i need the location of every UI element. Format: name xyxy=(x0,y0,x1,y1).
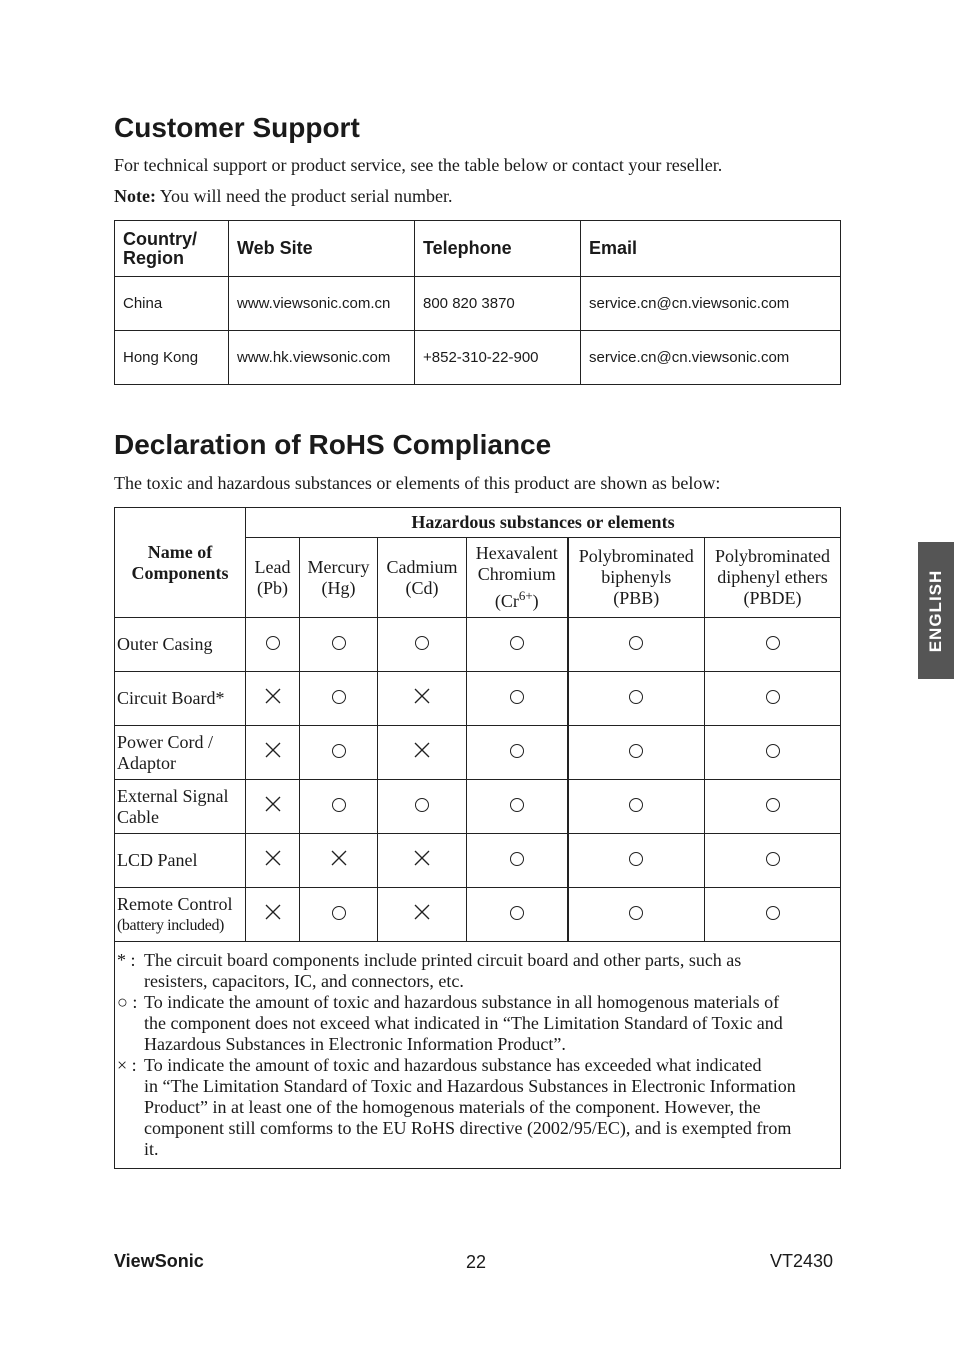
circle-mark-icon xyxy=(510,852,524,866)
country-cell: Hong Kong xyxy=(115,331,229,385)
mark-cell xyxy=(568,618,705,672)
mark-cell xyxy=(705,672,841,726)
circle-mark-icon xyxy=(332,906,346,920)
component-name: Power Cord / xyxy=(117,731,213,752)
support-intro: For technical support or product service, see the table below or contact your reseller. xyxy=(114,155,723,175)
footnote-key: ○ : xyxy=(117,992,138,1012)
footer-brand: ViewSonic xyxy=(114,1251,204,1271)
component-name-line2: Cable xyxy=(117,806,159,827)
component-name: External Signal xyxy=(117,785,229,806)
note-text: You will need the product serial number. xyxy=(155,186,453,206)
circle-mark-icon xyxy=(332,798,346,812)
circle-mark-icon xyxy=(629,690,643,704)
circle-mark-icon xyxy=(415,798,429,812)
rohs-title: Declaration of RoHS Compliance xyxy=(114,429,552,460)
col-pbde: Polybrominated diphenyl ethers (PBDE) xyxy=(705,538,841,618)
mark-cell xyxy=(246,618,300,672)
language-tab: ENGLISH xyxy=(918,542,954,679)
component-name-cell xyxy=(115,888,246,942)
circle-mark-icon xyxy=(766,636,780,650)
component-name: Remote Control xyxy=(117,893,233,914)
mark-cell xyxy=(705,888,841,942)
component-name: Outer Casing xyxy=(117,634,213,654)
circle-mark-icon xyxy=(332,636,346,650)
hazard-group-header: Hazardous substances or elements xyxy=(246,508,841,538)
table-row xyxy=(115,834,841,888)
mark-cell xyxy=(467,834,568,888)
rohs-notes xyxy=(115,942,841,1169)
website-cell: www.viewsonic.com.cn xyxy=(229,277,415,331)
header-website: Web Site xyxy=(229,221,415,277)
cross-mark-icon xyxy=(414,850,430,866)
mark-cell xyxy=(568,726,705,780)
mark-cell xyxy=(467,888,568,942)
rohs-intro: The toxic and hazardous substances or elements of this product are shown as below: xyxy=(114,473,721,493)
footnote xyxy=(117,992,838,1055)
name-header: Name of Components xyxy=(115,508,246,618)
mark-cell xyxy=(568,834,705,888)
support-note xyxy=(114,186,452,207)
circle-mark-icon xyxy=(629,906,643,920)
cross-mark-icon xyxy=(265,904,281,920)
component-name-line2: (battery included) xyxy=(117,916,224,934)
footer-model: VT2430 xyxy=(770,1251,834,1271)
component-name: Circuit Board* xyxy=(117,688,225,708)
mark-cell xyxy=(300,726,378,780)
mark-cell xyxy=(246,726,300,780)
cross-mark-icon xyxy=(265,688,281,704)
circle-mark-icon xyxy=(629,852,643,866)
support-table xyxy=(114,220,841,385)
footnote-key: * : xyxy=(117,950,136,970)
circle-mark-icon xyxy=(629,636,643,650)
component-name-cell xyxy=(115,780,246,834)
email-cell: service.cn@cn.viewsonic.com xyxy=(581,277,841,331)
cross-mark-icon xyxy=(414,904,430,920)
mark-cell xyxy=(378,888,467,942)
mark-cell xyxy=(467,672,568,726)
circle-mark-icon xyxy=(332,690,346,704)
table-row xyxy=(115,331,841,385)
component-name-cell xyxy=(115,726,246,780)
mark-cell xyxy=(378,834,467,888)
cross-mark-icon xyxy=(265,796,281,812)
rohs-notes-row xyxy=(115,942,841,1169)
header-country: Country/ Region xyxy=(115,221,229,277)
circle-mark-icon xyxy=(510,744,524,758)
mark-cell xyxy=(246,672,300,726)
mark-cell xyxy=(705,834,841,888)
component-name-cell xyxy=(115,618,246,672)
component-name: LCD Panel xyxy=(117,850,198,870)
mark-cell xyxy=(300,672,378,726)
page-number: 22 xyxy=(466,1252,487,1272)
footnote xyxy=(117,950,838,992)
support-header-row xyxy=(115,221,841,277)
circle-mark-icon xyxy=(766,906,780,920)
cross-mark-icon xyxy=(414,688,430,704)
circle-mark-icon xyxy=(415,636,429,650)
component-name-line2: Adaptor xyxy=(117,752,176,773)
telephone-cell: +852-310-22-900 xyxy=(415,331,581,385)
circle-mark-icon xyxy=(766,798,780,812)
cross-mark-icon xyxy=(265,742,281,758)
circle-mark-icon xyxy=(629,744,643,758)
mark-cell xyxy=(246,780,300,834)
email-cell: service.cn@cn.viewsonic.com xyxy=(581,331,841,385)
mark-cell xyxy=(300,618,378,672)
mark-cell xyxy=(568,672,705,726)
footnote-text: The circuit board components include printed circuit board and other parts, such as resisters, capacitors, IC, and connectors, etc. xyxy=(144,950,742,991)
mark-cell xyxy=(300,888,378,942)
circle-mark-icon xyxy=(510,636,524,650)
table-row xyxy=(115,672,841,726)
footnote-text: To indicate the amount of toxic and hazardous substance has exceeded what indicated in “The Limitation Standard of Toxic and Hazardous Substances in Electronic Information Product” in at least one of the homogenous materials of the component. However, the component still comforms to the EU RoHS directive (2002/95/EC), and is exempted from it. xyxy=(144,1055,796,1159)
cross-mark-icon xyxy=(331,850,347,866)
mark-cell xyxy=(378,726,467,780)
table-row xyxy=(115,618,841,672)
col-pbb: Polybrominated biphenyls (PBB) xyxy=(568,538,705,618)
circle-mark-icon xyxy=(266,636,280,650)
col-lead: Lead (Pb) xyxy=(246,538,300,618)
header-email: Email xyxy=(581,221,841,277)
table-row xyxy=(115,726,841,780)
mark-cell xyxy=(378,618,467,672)
circle-mark-icon xyxy=(332,744,346,758)
cross-mark-icon xyxy=(414,742,430,758)
mark-cell xyxy=(378,672,467,726)
circle-mark-icon xyxy=(510,906,524,920)
mark-cell xyxy=(568,888,705,942)
website-cell: www.hk.viewsonic.com xyxy=(229,331,415,385)
rohs-group-header-row xyxy=(115,508,841,538)
table-row xyxy=(115,277,841,331)
mark-cell xyxy=(467,618,568,672)
note-label: Note: xyxy=(114,186,156,206)
mark-cell xyxy=(467,780,568,834)
cross-mark-icon xyxy=(265,850,281,866)
header-telephone: Telephone xyxy=(415,221,581,277)
table-row xyxy=(115,780,841,834)
footnote-key: × : xyxy=(117,1055,137,1075)
mark-cell xyxy=(568,780,705,834)
mark-cell xyxy=(705,726,841,780)
rohs-table xyxy=(114,507,841,1169)
footnote xyxy=(117,1055,838,1160)
customer-support-title: Customer Support xyxy=(114,112,360,143)
col-mercury: Mercury (Hg) xyxy=(300,538,378,618)
col-cadmium: Cadmium (Cd) xyxy=(378,538,467,618)
telephone-cell: 800 820 3870 xyxy=(415,277,581,331)
mark-cell xyxy=(705,618,841,672)
component-name-cell xyxy=(115,672,246,726)
circle-mark-icon xyxy=(629,798,643,812)
mark-cell xyxy=(300,834,378,888)
table-row xyxy=(115,888,841,942)
col-hexavalent-chromium: Hexavalent Chromium $(Cr^{6+})$ xyxy=(467,538,568,618)
mark-cell xyxy=(246,834,300,888)
mark-cell xyxy=(246,888,300,942)
footnote-text: To indicate the amount of toxic and hazardous substance in all homogenous materials of the component does not exceed what indicated in “The Limitation Standard of Toxic and Hazardous Substances in Electronic Information Product”. xyxy=(144,992,783,1054)
circle-mark-icon xyxy=(510,690,524,704)
circle-mark-icon xyxy=(510,798,524,812)
mark-cell xyxy=(300,780,378,834)
mark-cell xyxy=(705,780,841,834)
circle-mark-icon xyxy=(766,744,780,758)
circle-mark-icon xyxy=(766,852,780,866)
circle-mark-icon xyxy=(766,690,780,704)
country-cell: China xyxy=(115,277,229,331)
mark-cell xyxy=(467,726,568,780)
component-name-cell xyxy=(115,834,246,888)
mark-cell xyxy=(378,780,467,834)
